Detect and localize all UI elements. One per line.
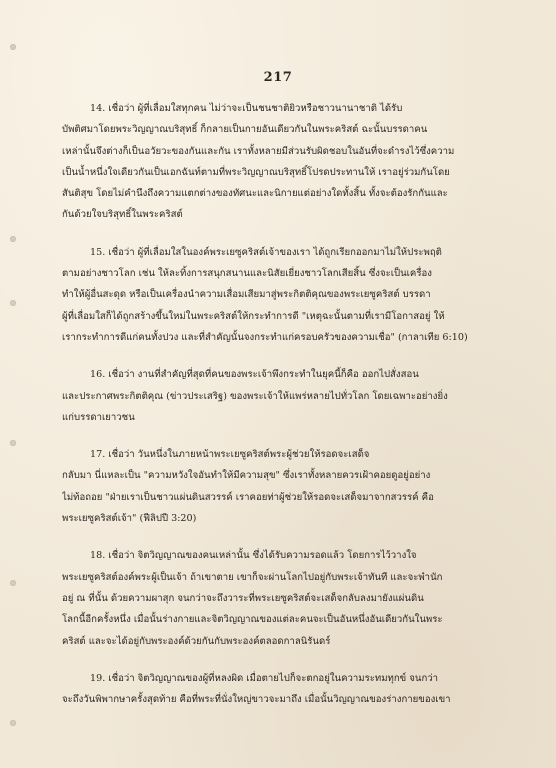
- text-line: 19. เชื่อว่า จิตวิญญาณของผู้ที่หลงผิด เมื่อตายไปก็จะตกอยู่ในความระทมทุกข์ จนกว่า: [90, 672, 439, 684]
- text-line: เรากระทำการดีแก่คนทั้งปวง และที่สำคัญนั้นจงกระทำแก่ครอบครัวของความเชื่อ" (กาลาเทีย 6:10): [62, 331, 468, 343]
- text-line: โลกนี้อีกครั้งหนึ่ง เมื่อนั้นร่างกายและจิตวิญญาณของแต่ละคนจะเป็นอันหนึ่งอันเดียวกันในพระ: [62, 614, 443, 626]
- punch-hole: [10, 236, 16, 242]
- text-line: คริสต์ และจะได้อยู่กับพระองค์ด้วยกันกับพระองค์ตลอดกาลนิรันดร์: [62, 635, 331, 647]
- text-line: ไม่ท้อถอย "ฝ่ายเราเป็นชาวแผ่นดินสวรรค์ เราคอยท่าผู้ช่วยให้รอดจะเสด็จมาจากสวรรค์ คือ: [62, 491, 434, 503]
- text-line: เป็นน้ำหนึ่งใจเดียวกันเป็นเอกฉันท์ตามที่พระวิญญาณบริสุทธิ์โปรดประทานให้ เราอยู่ร่วมกันโดย: [62, 166, 450, 178]
- body-text: [62, 98, 524, 726]
- text-line: สันติสุข โดยไม่คำนึงถึงความแตกต่างของทัศนะและนิกายแต่อย่างใดทั้งสิ้น ทั้งจะต้องรักกันและ: [62, 188, 448, 200]
- text-line: พระเยซูคริสต์องค์พระผู้เป็นเจ้า ถ้าเขาตาย เขาก็จะผ่านโลกไปอยู่กับพระเจ้าทันที และจะพำนัก: [62, 571, 443, 583]
- text-line: และประกาศพระกิตติคุณ (ข่าวประเสริฐ) ของพระเจ้าให้แพร่หลายไปทั่วโลก โดยเฉพาะอย่างยิ่ง: [62, 390, 448, 402]
- paragraph-19: [62, 668, 524, 711]
- punch-hole: [10, 300, 16, 306]
- text-line: ผู้ที่เลื่อมใสก็ได้ถูกสร้างขึ้นใหม่ในพระคริสต์ให้กระทำการดี "เหตุฉะนั้นตามที่เรามีโอกาสอยู่ ให้: [62, 310, 445, 322]
- text-line: ตามอย่างชาวโลก เช่น ให้ละทิ้งการสนุกสนานและนิสัยเยี่ยงชาวโลกเสียสิ้น ซึ่งจะเป็นเครื่อง: [62, 268, 432, 280]
- paragraph-18: [62, 545, 524, 651]
- text-line: พระเยซูคริสต์เจ้า" (ฟีลิปปี 3:20): [62, 513, 197, 525]
- text-line: 16. เชื่อว่า งานที่สำคัญที่สุดที่คนของพระเจ้าพึงกระทำในยุคนี้ก็คือ ออกไปสั่งสอน: [90, 369, 419, 381]
- text-line: 15. เชื่อว่า ผู้ที่เลื่อมใสในองค์พระเยซูคริสต์เจ้าของเรา ได้ถูกเรียกออกมาไม่ให้ประพฤติ: [90, 246, 442, 258]
- punch-hole: [10, 580, 16, 586]
- text-line: ทำให้ผู้อื่นสะดุด หรือเป็นเครื่องนำความเสื่อมเสียมาสู่พระกิตติคุณของพระเยซูคริสต์ บรรดา: [62, 289, 431, 301]
- text-line: กันด้วยใจบริสุทธิ์ในพระคริสต์: [62, 209, 183, 221]
- text-line: 18. เชื่อว่า จิตวิญญาณของคนเหล่านั้น ซึ่งได้รับความรอดแล้ว โดยการไว้วางใจ: [90, 550, 417, 562]
- text-line: จะถึงวันพิพากษาครั้งสุดท้าย คือที่พระที่นั่งใหญ่ขาวจะมาถึง เมื่อนั้นวิญญาณของร่างกายของเขา: [62, 694, 451, 706]
- punch-hole: [10, 440, 16, 446]
- punch-hole: [10, 44, 16, 50]
- paragraph-16: [62, 364, 524, 428]
- text-line: กลับมา นี่แหละเป็น "ความหวังใจอันทำให้มีความสุข" ซึ่งเราทั้งหลายควรเฝ้าคอยดูอยู่อย่าง: [62, 470, 431, 482]
- page-number: 217: [263, 70, 293, 85]
- text-line: 17. เชื่อว่า วันหนึ่งในภายหน้าพระเยซูคริสต์พระผู้ช่วยให้รอดจะเสด็จ: [90, 449, 370, 461]
- paragraph-14: [62, 98, 524, 226]
- text-line: อยู่ ณ ที่นั้น ด้วยความผาสุก จนกว่าจะถึงวาระที่พระเยซูคริสต์จะเสด็จกลับลงมายังแผ่นดิน: [62, 592, 424, 604]
- text-line: แก่บรรดาเยาวชน: [62, 411, 135, 423]
- paragraph-17: [62, 444, 524, 529]
- text-line: 14. เชื่อว่า ผู้ที่เลื่อมใสทุกคน ไม่ว่าจะเป็นชนชาติยิวหรือชาวนานาชาติ ได้รับ: [90, 103, 403, 114]
- text-line: บัพติศมาโดยพระวิญญาณบริสุทธิ์ ก็กลายเป็นกายอันเดียวกันในพระคริสต์ ฉะนั้นบรรดาคน: [62, 124, 428, 136]
- text-line: เหล่านั้นจึงต่างก็เป็นอวัยวะของกันและกัน เราทั้งหลายมีส่วนรับผิดชอบในอันที่จะดำรงไว้ซึ่งความ: [62, 145, 455, 157]
- punch-hole: [10, 720, 16, 726]
- paragraph-15: [62, 242, 524, 348]
